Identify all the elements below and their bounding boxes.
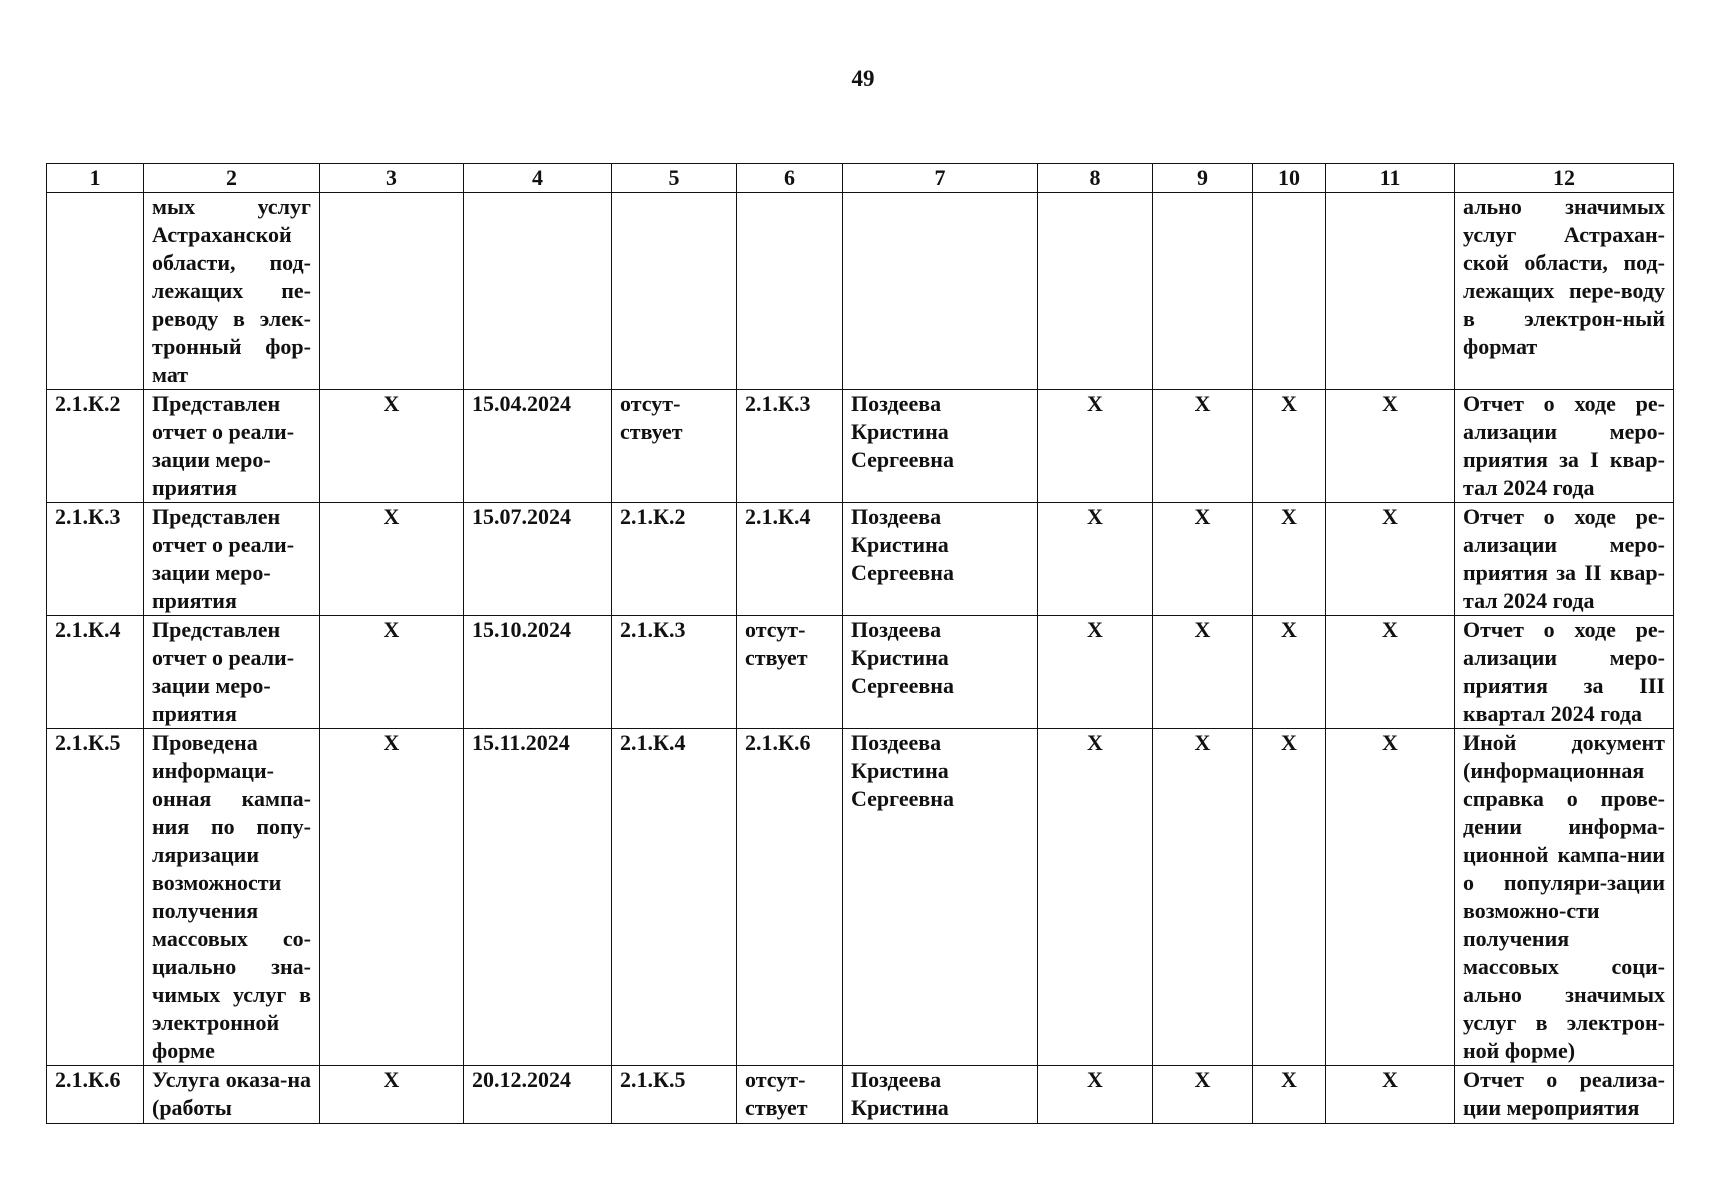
cell-responsible xyxy=(843,193,1038,390)
cell-code xyxy=(47,193,144,390)
cell-responsible: Поздеева Кристина Сергеевна xyxy=(843,616,1038,729)
plan-table xyxy=(46,163,1674,1124)
cell-col10 xyxy=(1253,193,1326,390)
column-header: 8 xyxy=(1038,164,1153,193)
cell-date: 15.04.2024 xyxy=(464,390,612,503)
column-header: 7 xyxy=(843,164,1038,193)
cell-col9: Х xyxy=(1153,616,1253,729)
cell-col11: Х xyxy=(1326,729,1455,1066)
cell-col8: Х xyxy=(1038,729,1153,1066)
cell-event: Представлен отчет о реали-зации меро-приятия xyxy=(144,616,320,729)
cell-event: Представлен отчет о реали-зации меро-приятия xyxy=(144,503,320,616)
column-header: 11 xyxy=(1326,164,1455,193)
table-row xyxy=(47,193,1674,390)
cell-col10: Х xyxy=(1253,729,1326,1066)
column-header: 10 xyxy=(1253,164,1326,193)
cell-date: 15.11.2024 xyxy=(464,729,612,1066)
cell-date xyxy=(464,193,612,390)
column-header: 4 xyxy=(464,164,612,193)
cell-code: 2.1.К.3 xyxy=(47,503,144,616)
cell-col8: Х xyxy=(1038,390,1153,503)
cell-col9: Х xyxy=(1153,729,1253,1066)
column-header: 6 xyxy=(737,164,843,193)
cell-col3: Х xyxy=(320,390,464,503)
cell-document: Иной документ (информационная справка о прове-дении информа-ционной кампа-нии о популяри-зации возможно-сти получения массовых соци-ально значимых услуг в электрон-ной форме) xyxy=(1455,729,1674,1066)
column-header: 9 xyxy=(1153,164,1253,193)
table-row xyxy=(47,729,1674,1066)
cell-predecessor: 2.1.К.2 xyxy=(612,503,737,616)
cell-code: 2.1.К.4 xyxy=(47,616,144,729)
cell-successor: 2.1.К.6 xyxy=(737,729,843,1066)
cell-document: Отчет о реализа-ции мероприятия xyxy=(1455,1066,1674,1124)
column-header: 3 xyxy=(320,164,464,193)
cell-event: мых услуг Астраханской области, под-лежащих пе-реводу в элек-тронный фор-мат xyxy=(144,193,320,390)
cell-document: Отчет о ходе ре-ализации меро-приятия за I квар-тал 2024 года xyxy=(1455,390,1674,503)
cell-col10: Х xyxy=(1253,1066,1326,1124)
cell-col11: Х xyxy=(1326,503,1455,616)
cell-predecessor: 2.1.К.4 xyxy=(612,729,737,1066)
cell-col3: Х xyxy=(320,503,464,616)
cell-event: Представлен отчет о реали-зации меро-приятия xyxy=(144,390,320,503)
column-header: 2 xyxy=(144,164,320,193)
cell-col9: Х xyxy=(1153,390,1253,503)
cell-col11 xyxy=(1326,193,1455,390)
table-row xyxy=(47,503,1674,616)
cell-col8 xyxy=(1038,193,1153,390)
cell-col3: Х xyxy=(320,616,464,729)
cell-col9 xyxy=(1153,193,1253,390)
cell-col10: Х xyxy=(1253,616,1326,729)
cell-col8: Х xyxy=(1038,503,1153,616)
cell-responsible: Поздеева Кристина Сергеевна xyxy=(843,390,1038,503)
cell-col3: Х xyxy=(320,729,464,1066)
cell-code: 2.1.К.2 xyxy=(47,390,144,503)
table-row xyxy=(47,616,1674,729)
cell-event: Проведена информаци-онная кампа-ния по попу-ляризации возможности получения массовых со-циально зна-чимых услуг в электронной форме xyxy=(144,729,320,1066)
column-header: 5 xyxy=(612,164,737,193)
cell-col9: Х xyxy=(1153,503,1253,616)
cell-col3: Х xyxy=(320,1066,464,1124)
cell-document: ально значимых услуг Астрахан-ской области, под-лежащих пере-воду в электрон-ный формат xyxy=(1455,193,1674,390)
cell-col11: Х xyxy=(1326,1066,1455,1124)
cell-col10: Х xyxy=(1253,503,1326,616)
table-row xyxy=(47,390,1674,503)
column-header: 12 xyxy=(1455,164,1674,193)
cell-col9: Х xyxy=(1153,1066,1253,1124)
cell-successor: отсут-ствует xyxy=(737,1066,843,1124)
cell-predecessor: 2.1.К.5 xyxy=(612,1066,737,1124)
cell-successor: 2.1.К.4 xyxy=(737,503,843,616)
column-header: 1 xyxy=(47,164,144,193)
cell-date: 15.07.2024 xyxy=(464,503,612,616)
cell-col10: Х xyxy=(1253,390,1326,503)
cell-col11: Х xyxy=(1326,390,1455,503)
cell-successor xyxy=(737,193,843,390)
cell-document: Отчет о ходе ре-ализации меро-приятия за III квартал 2024 года xyxy=(1455,616,1674,729)
cell-predecessor: отсут-ствует xyxy=(612,390,737,503)
cell-col11: Х xyxy=(1326,616,1455,729)
cell-document: Отчет о ходе ре-ализации меро-приятия за II квар-тал 2024 года xyxy=(1455,503,1674,616)
cell-date: 15.10.2024 xyxy=(464,616,612,729)
cell-predecessor: 2.1.К.3 xyxy=(612,616,737,729)
cell-successor: 2.1.К.3 xyxy=(737,390,843,503)
cell-col8: Х xyxy=(1038,616,1153,729)
cell-code: 2.1.К.6 xyxy=(47,1066,144,1124)
cell-col8: Х xyxy=(1038,1066,1153,1124)
page-number: 49 xyxy=(851,66,875,91)
cell-responsible: Поздеева Кристина xyxy=(843,1066,1038,1124)
cell-col3 xyxy=(320,193,464,390)
cell-responsible: Поздеева Кристина Сергеевна xyxy=(843,729,1038,1066)
cell-event: Услуга оказа-на (работы xyxy=(144,1066,320,1124)
cell-predecessor xyxy=(612,193,737,390)
cell-successor: отсут-ствует xyxy=(737,616,843,729)
cell-date: 20.12.2024 xyxy=(464,1066,612,1124)
cell-code: 2.1.К.5 xyxy=(47,729,144,1066)
header-row xyxy=(47,164,1674,193)
table-row xyxy=(47,1066,1674,1124)
cell-responsible: Поздеева Кристина Сергеевна xyxy=(843,503,1038,616)
